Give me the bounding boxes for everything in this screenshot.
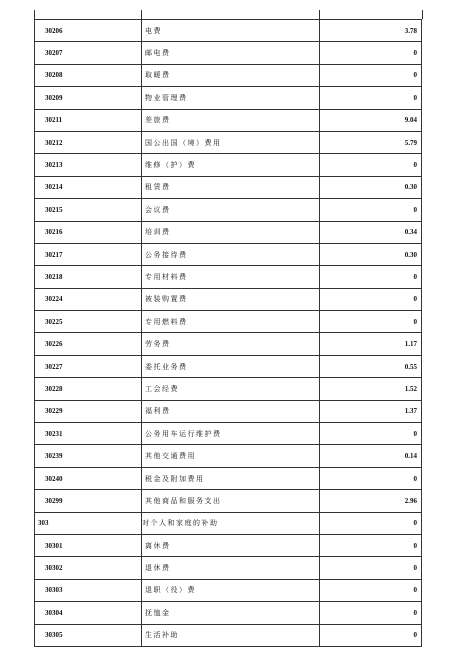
- account-name-cell: 电费: [142, 20, 320, 42]
- amount-cell: 0.55: [320, 355, 422, 377]
- amount-cell: 0: [320, 602, 422, 624]
- column-divider: [141, 10, 142, 19]
- table-row: [35, 64, 422, 86]
- account-name-cell: 物业管理费: [142, 87, 320, 109]
- account-name-cell: 其他商品和服务支出: [142, 490, 320, 512]
- table-row: [35, 288, 422, 310]
- table-row: [35, 176, 422, 198]
- account-name-cell: 离休费: [142, 534, 320, 556]
- amount-cell: 0: [320, 557, 422, 579]
- amount-cell: 0.14: [320, 445, 422, 467]
- amount-cell: 2.96: [320, 490, 422, 512]
- amount-cell: 1.37: [320, 400, 422, 422]
- table-row: [35, 602, 422, 624]
- account-code-cell: 30214: [35, 176, 142, 198]
- account-code-cell: 30228: [35, 378, 142, 400]
- table-row: [35, 42, 422, 64]
- amount-cell: 0.34: [320, 221, 422, 243]
- account-name-cell: 公务用车运行维护费: [142, 423, 320, 445]
- amount-cell: 0: [320, 624, 422, 646]
- amount-cell: 0: [320, 512, 422, 534]
- table-top-continuation: [34, 10, 423, 19]
- amount-cell: 0: [320, 266, 422, 288]
- amount-cell: 0: [320, 579, 422, 601]
- amount-cell: 0: [320, 64, 422, 86]
- account-name-cell: 劳务费: [142, 333, 320, 355]
- table-row: [35, 243, 422, 265]
- account-code-cell: 30206: [35, 20, 142, 42]
- table-row: [35, 557, 422, 579]
- account-name-cell: 退休费: [142, 557, 320, 579]
- account-code-cell: 30225: [35, 311, 142, 333]
- account-name-cell: 抚恤金: [142, 602, 320, 624]
- table-row: [35, 579, 422, 601]
- account-name-cell: 公务接待费: [142, 243, 320, 265]
- account-name-cell: 专用材料费: [142, 266, 320, 288]
- account-code-cell: 30211: [35, 109, 142, 131]
- account-code-cell: 30239: [35, 445, 142, 467]
- account-code-cell: 30224: [35, 288, 142, 310]
- table-row: [35, 490, 422, 512]
- account-name-cell: 退职（役）费: [142, 579, 320, 601]
- account-name-cell: 专用燃料费: [142, 311, 320, 333]
- amount-cell: 1.52: [320, 378, 422, 400]
- account-name-cell: 福利费: [142, 400, 320, 422]
- account-name-cell: 国公出国（境）费用: [142, 131, 320, 153]
- table-row: [35, 131, 422, 153]
- account-code-cell: 30226: [35, 333, 142, 355]
- table-row: [35, 355, 422, 377]
- account-code-cell: 30217: [35, 243, 142, 265]
- amount-cell: 0: [320, 42, 422, 64]
- table-row: [35, 378, 422, 400]
- account-name-cell: 培训费: [142, 221, 320, 243]
- expenditure-table: [34, 19, 422, 647]
- account-code-cell: 30212: [35, 131, 142, 153]
- account-code-cell: 30229: [35, 400, 142, 422]
- amount-cell: 0: [320, 288, 422, 310]
- account-code-cell: 30209: [35, 87, 142, 109]
- account-code-cell: 30304: [35, 602, 142, 624]
- table-row: [35, 467, 422, 489]
- table-row: [35, 445, 422, 467]
- account-code-cell: 30227: [35, 355, 142, 377]
- table-row: [35, 624, 422, 646]
- account-code-cell: 303: [35, 512, 142, 534]
- account-code-cell: 30215: [35, 199, 142, 221]
- table-row: [35, 534, 422, 556]
- table-row: [35, 87, 422, 109]
- amount-cell: 0: [320, 467, 422, 489]
- amount-cell: 1.17: [320, 333, 422, 355]
- table-row: [35, 221, 422, 243]
- account-code-cell: 30208: [35, 64, 142, 86]
- table-row: [35, 423, 422, 445]
- account-name-cell: 维修（护）费: [142, 154, 320, 176]
- amount-cell: 5.79: [320, 131, 422, 153]
- amount-cell: 0: [320, 154, 422, 176]
- amount-cell: 0.30: [320, 176, 422, 198]
- table-row: [35, 333, 422, 355]
- expenditure-table-page: [34, 19, 421, 647]
- account-code-cell: 30216: [35, 221, 142, 243]
- account-code-cell: 30302: [35, 557, 142, 579]
- account-name-cell: 委托业务费: [142, 355, 320, 377]
- account-code-cell: 30218: [35, 266, 142, 288]
- account-name-cell: 其他交通费用: [142, 445, 320, 467]
- table-row: [35, 109, 422, 131]
- account-name-cell: 生活补助: [142, 624, 320, 646]
- account-code-cell: 30213: [35, 154, 142, 176]
- account-name-cell: 被装购置费: [142, 288, 320, 310]
- table-row: [35, 199, 422, 221]
- account-name-cell: 税金及附加费用: [142, 467, 320, 489]
- amount-cell: 3.78: [320, 20, 422, 42]
- table-row: [35, 311, 422, 333]
- table-row: [35, 154, 422, 176]
- account-code-cell: 30305: [35, 624, 142, 646]
- account-name-cell: 取暖费: [142, 64, 320, 86]
- account-name-cell: 邮电费: [142, 42, 320, 64]
- amount-cell: 0: [320, 87, 422, 109]
- account-name-cell: 租赁费: [142, 176, 320, 198]
- account-name-cell: 差旅费: [142, 109, 320, 131]
- amount-cell: 0.30: [320, 243, 422, 265]
- table-row: [35, 20, 422, 42]
- expenditure-table-body: [35, 20, 422, 647]
- amount-cell: 9.04: [320, 109, 422, 131]
- amount-cell: 0: [320, 199, 422, 221]
- account-name-cell: 会议费: [142, 199, 320, 221]
- amount-cell: 0: [320, 423, 422, 445]
- account-name-cell: 工会经费: [142, 378, 320, 400]
- account-code-cell: 30299: [35, 490, 142, 512]
- account-name-cell: 对个人和家庭的补助: [142, 512, 320, 534]
- table-row: [35, 512, 422, 534]
- account-code-cell: 30303: [35, 579, 142, 601]
- table-row: [35, 266, 422, 288]
- amount-cell: 0: [320, 311, 422, 333]
- account-code-cell: 30301: [35, 534, 142, 556]
- account-code-cell: 30231: [35, 423, 142, 445]
- account-code-cell: 30207: [35, 42, 142, 64]
- amount-cell: 0: [320, 534, 422, 556]
- table-row: [35, 400, 422, 422]
- column-divider: [319, 10, 320, 19]
- account-code-cell: 30240: [35, 467, 142, 489]
